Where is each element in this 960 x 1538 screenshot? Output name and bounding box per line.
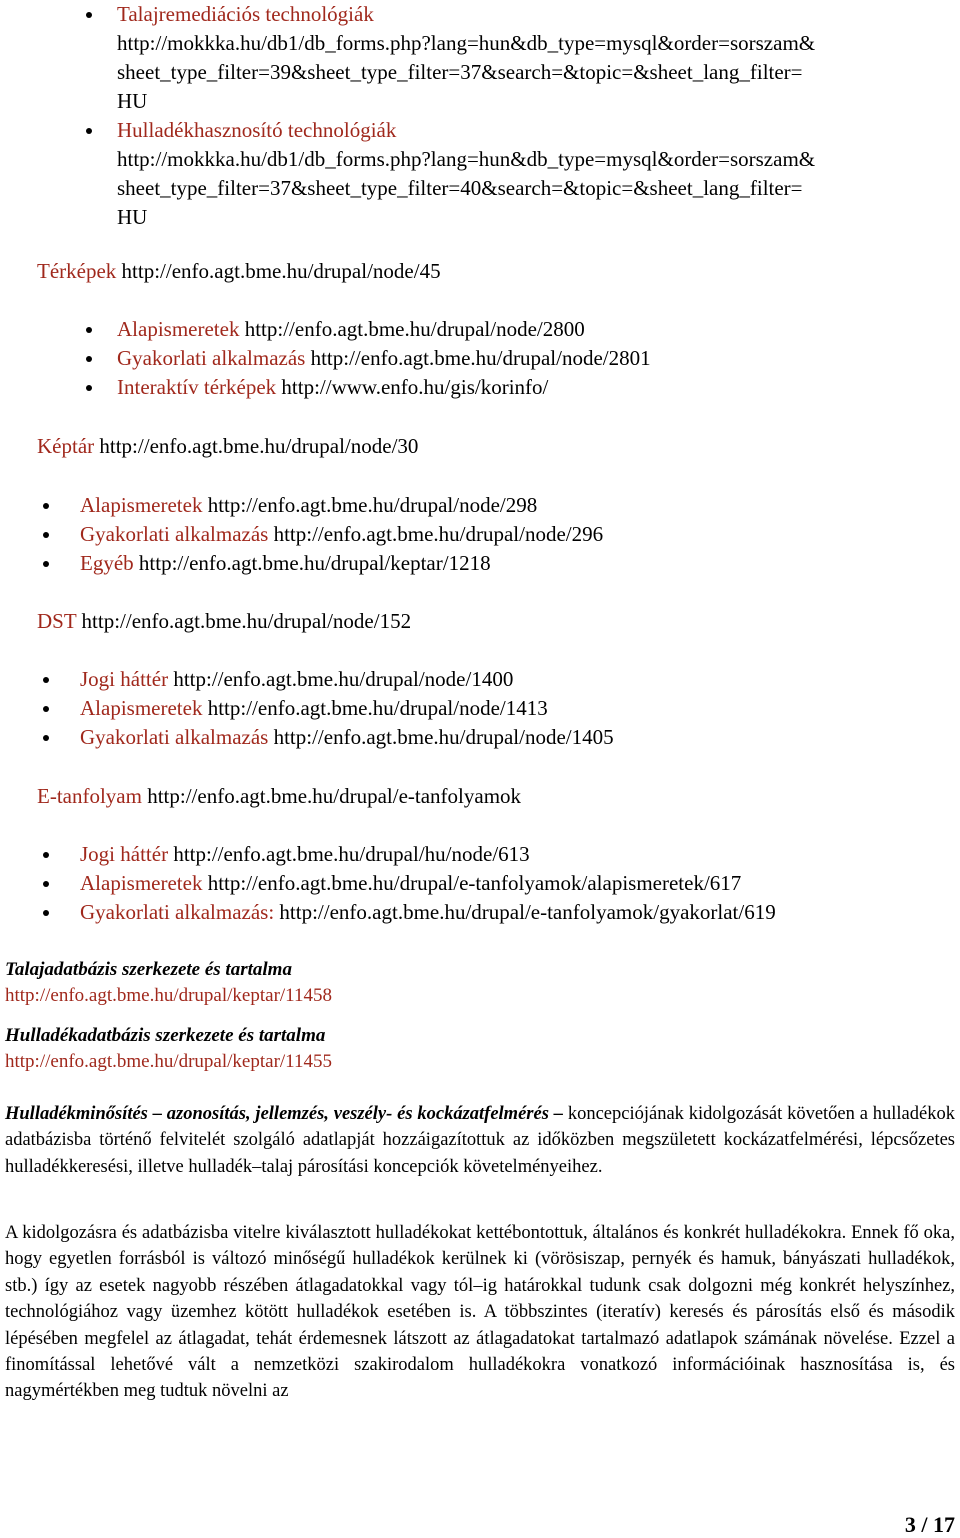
item-label[interactable]: Alapismeretek xyxy=(80,493,203,517)
list-item xyxy=(0,520,960,549)
section-url[interactable]: http://enfo.agt.bme.hu/drupal/e-tanfolyamok xyxy=(147,784,522,808)
list-item xyxy=(0,840,960,869)
db-block-url[interactable]: http://enfo.agt.bme.hu/drupal/keptar/11458 xyxy=(5,985,332,1006)
list-item xyxy=(0,0,960,116)
section-url[interactable]: http://enfo.agt.bme.hu/drupal/node/30 xyxy=(99,434,419,458)
item-label[interactable]: Gyakorlati alkalmazás xyxy=(80,522,269,546)
db-block-hulladek xyxy=(5,1023,955,1075)
paragraph-2 xyxy=(5,1220,955,1405)
list-item-url[interactable]: http://mokkka.hu/db1/db_forms.php?lang=hun&db_type=mysql&order=sorszam& xyxy=(117,147,816,171)
item-url[interactable]: http://enfo.agt.bme.hu/drupal/keptar/1218 xyxy=(138,551,491,575)
section-title[interactable]: DST xyxy=(37,609,77,633)
item-label[interactable]: Interaktív térképek xyxy=(117,375,277,399)
list-item-url[interactable]: HU xyxy=(117,205,148,229)
item-label[interactable]: Alapismeretek xyxy=(80,696,203,720)
list-item-title[interactable]: Hulladékhasznosító technológiák xyxy=(117,118,397,142)
section-list-etanfolyam xyxy=(0,840,960,927)
item-label[interactable]: Gyakorlati alkalmazás xyxy=(117,346,306,370)
db-block-url[interactable]: http://enfo.agt.bme.hu/drupal/keptar/11455 xyxy=(5,1051,332,1072)
paragraph-bold-lead: Hulladékminősítés – azonosítás, jellemzés, veszély- és kockázatfelmérés – xyxy=(5,1104,563,1124)
item-label[interactable]: Alapismeretek xyxy=(117,317,240,341)
list-item xyxy=(0,491,960,520)
item-url[interactable]: http://enfo.agt.bme.hu/drupal/node/2801 xyxy=(310,346,651,370)
item-label[interactable]: Alapismeretek xyxy=(80,871,203,895)
item-url[interactable]: http://enfo.agt.bme.hu/drupal/node/1405 xyxy=(273,725,614,749)
item-url[interactable]: http://enfo.agt.bme.hu/drupal/node/1413 xyxy=(207,696,548,720)
list-item xyxy=(0,694,960,723)
list-item xyxy=(0,116,960,232)
section-list-keptar xyxy=(0,491,960,578)
page-number: 3 / 17 xyxy=(904,1512,955,1537)
list-item xyxy=(0,869,960,898)
list-item-url[interactable]: sheet_type_filter=37&sheet_type_filter=40&search=&topic=&sheet_lang_filter= xyxy=(117,176,803,200)
db-block-talaj xyxy=(5,957,955,1009)
list-item xyxy=(0,723,960,752)
section-heading-etanfolyam xyxy=(37,782,521,811)
db-block-title: Talajadatbázis szerkezete és tartalma xyxy=(5,959,292,980)
section-title[interactable]: E-tanfolyam xyxy=(37,784,142,808)
section-heading-dst xyxy=(37,607,411,636)
item-url[interactable]: http://enfo.agt.bme.hu/drupal/node/298 xyxy=(207,493,538,517)
item-url[interactable]: http://enfo.agt.bme.hu/drupal/node/296 xyxy=(273,522,604,546)
section-heading-keptar xyxy=(37,432,418,461)
section-url[interactable]: http://enfo.agt.bme.hu/drupal/node/45 xyxy=(121,259,441,283)
item-url[interactable]: http://enfo.agt.bme.hu/drupal/e-tanfolyamok/gyakorlat/619 xyxy=(279,900,776,924)
paragraph-text: A kidolgozásra és adatbázisba vitelre kiválasztott hulladékokat kettébontottuk, általános és konkrét hulladékokra. Ennek fő oka, hogy egyetlen forrásból is változó minőségű hulladékok kerülnek ki (vörösiszap, pernyék és hamuk, bányászati hulladékok, stb.) így az esetek nagyobb részében átlagadatokkal vagy tól–ig határokkal tudunk csak dolgozni még konkrét helyszínhez, technológiához vagy üzemhez kötött hulladékok esetében is. A többszintes (iteratív) keresés és párosítás első és második lépésében megfelel az átlagadat, tehát érdemesnek látszott az átlagadatokat tartalmazó adatlapok számának növelése. Ezzel a finomítással lehetővé vált a nemzetközi szakirodalom hulladékokra vonatkozó információinak hasznosítása is, és nagymértékben meg tudtuk növelni az xyxy=(5,1223,955,1402)
section-list-terkepek xyxy=(0,315,960,402)
paragraph-1 xyxy=(5,1101,955,1180)
section-title[interactable]: Képtár xyxy=(37,434,95,458)
list-item xyxy=(0,665,960,694)
item-label[interactable]: Egyéb xyxy=(80,551,134,575)
item-url[interactable]: http://enfo.agt.bme.hu/drupal/node/2800 xyxy=(244,317,585,341)
paragraph-text: koncepciójának kidolgozását követően a hulladékok adatbázisba történő felvitelét szolgáló adatlapját hozzáigazítottuk az időközben megszületett kockázatfelmérési, lépcsőzetes hulladékkeresési, illetve hulladék–talaj párosítási koncepciók követelményeihez. xyxy=(5,1104,955,1177)
list-item xyxy=(0,315,960,344)
list-item xyxy=(0,344,960,373)
item-url[interactable]: http://enfo.agt.bme.hu/drupal/node/1400 xyxy=(173,667,514,691)
top-list xyxy=(0,0,960,232)
item-label[interactable]: Gyakorlati alkalmazás: xyxy=(80,900,275,924)
list-item-url[interactable]: HU xyxy=(117,89,148,113)
list-item-url[interactable]: sheet_type_filter=39&sheet_type_filter=37&search=&topic=&sheet_lang_filter= xyxy=(117,60,803,84)
item-url[interactable]: http://enfo.agt.bme.hu/drupal/hu/node/613 xyxy=(173,842,530,866)
section-list-dst xyxy=(0,665,960,752)
list-item-title[interactable]: Talajremediációs technológiák xyxy=(117,2,374,26)
item-label[interactable]: Jogi háttér xyxy=(80,667,169,691)
list-item xyxy=(0,549,960,578)
item-label[interactable]: Gyakorlati alkalmazás xyxy=(80,725,269,749)
section-title[interactable]: Térképek xyxy=(37,259,117,283)
list-item xyxy=(0,373,960,402)
section-heading-terkepek xyxy=(37,257,441,286)
section-url[interactable]: http://enfo.agt.bme.hu/drupal/node/152 xyxy=(81,609,412,633)
list-item xyxy=(0,898,960,927)
item-url[interactable]: http://www.enfo.hu/gis/korinfo/ xyxy=(281,375,549,399)
item-url[interactable]: http://enfo.agt.bme.hu/drupal/e-tanfolyamok/alapismeretek/617 xyxy=(207,871,742,895)
item-label[interactable]: Jogi háttér xyxy=(80,842,169,866)
list-item-url[interactable]: http://mokkka.hu/db1/db_forms.php?lang=hun&db_type=mysql&order=sorszam& xyxy=(117,31,816,55)
db-block-title: Hulladékadatbázis szerkezete és tartalma xyxy=(5,1025,326,1046)
